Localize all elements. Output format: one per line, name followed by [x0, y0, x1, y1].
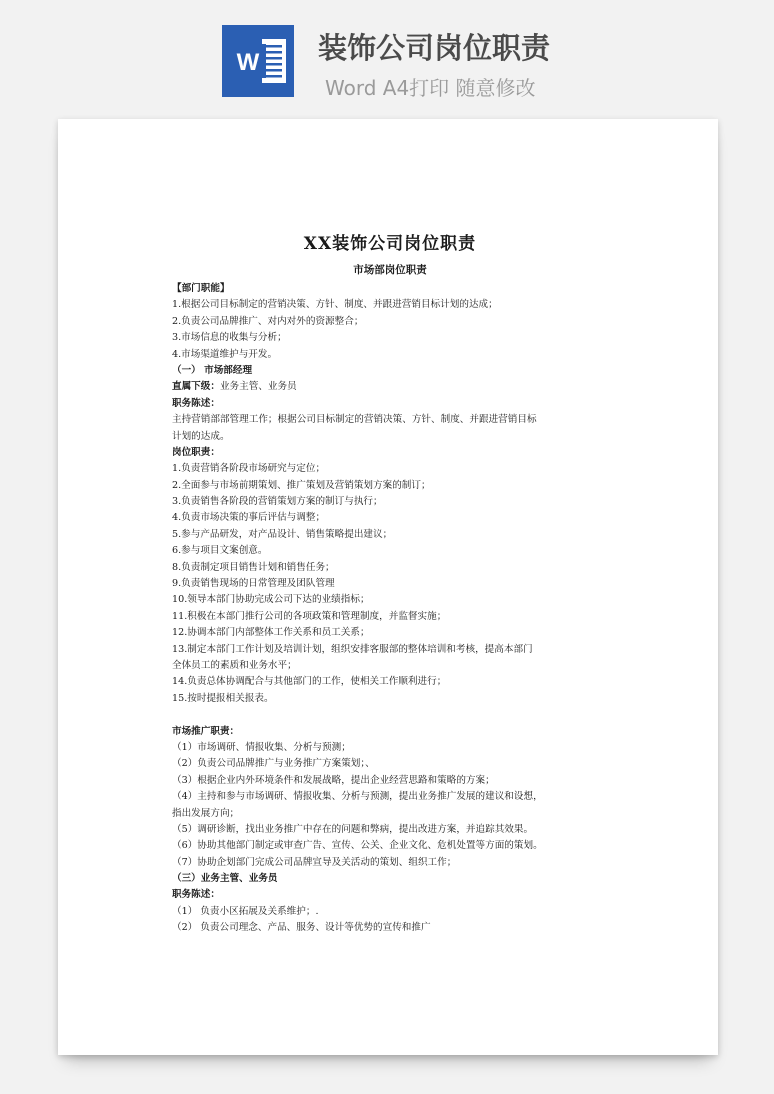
document-line: 5.参与产品研发，对产品设计、销售策略提出建议；: [172, 528, 393, 540]
document-line: 8.负责制定项目销售计划和销售任务；: [172, 561, 335, 573]
document-body: [172, 281, 608, 937]
document-line: （6）协助其他部门制定或审查广告、宣传、公关、企业文化、危机处置等方面的策划。: [172, 840, 543, 852]
document-line: 主持营销部部管理工作；根据公司目标制定的营销决策、方针、制度、并跟进营销目标: [172, 414, 537, 426]
document-line: 3.负责销售各阶段的营销策划方案的制订与执行；: [172, 496, 383, 508]
document-line: 指出发展方向；: [172, 807, 240, 819]
document-subtitle: 市场部岗位职责: [353, 264, 427, 276]
document-line: 职务陈述：: [172, 889, 220, 901]
document-line: 11.积极在本部门推行公司的各项政策和管理制度，并监督实施；: [172, 610, 447, 622]
banner: [0, 0, 774, 118]
document-line: （5）调研诊断，找出业务推广中存在的问题和弊病，提出改进方案，并追踪其效果。: [172, 823, 534, 835]
document-line: 1.负责营销各阶段市场研究与定位；: [172, 463, 326, 475]
document-title: XX装饰公司岗位职责: [303, 234, 477, 254]
document-line: （7）协助企划部门完成公司品牌宣导及关活动的策划、组织工作；: [172, 856, 457, 868]
document-line: 4.负责市场决策的事后评估与调整；: [172, 512, 326, 524]
line-text: 业务主管、业务员: [219, 381, 297, 393]
banner-subtitle: Word A4打印 随意修改: [325, 76, 536, 100]
document-line: 市场推广职责：: [172, 725, 240, 737]
document-line: （2） 负责公司理念、产品、服务、设计等优势的宣传和推广: [172, 922, 431, 934]
document-line: 13.制定本部门工作计划及培训计划，组织安排客服部的整体培训和考核，提高本部门: [172, 643, 533, 655]
document-line: 12.协调本部门内部整体工作关系和员工关系；: [172, 627, 370, 639]
document-line: （4）主持和参与市场调研、情报收集、分析与预测，提出业务推广发展的建议和设想，: [172, 791, 543, 803]
document-line: 3.市场信息的收集与分析；: [172, 332, 287, 344]
document-line: （2）负责公司品牌推广与业务推广方案策划；、: [172, 758, 375, 770]
document-line: 15.按时提报相关报表。: [172, 692, 274, 704]
document-line: [172, 379, 608, 395]
document-line: 1.根据公司目标制定的营销决策、方针、制度、并跟进营销目标计划的达成；: [172, 299, 498, 311]
document-line: 计划的达成。: [172, 430, 230, 442]
document-line: （3）根据企业内外环境条件和发展战略，提出企业经营思路和策略的方案；: [172, 774, 495, 786]
document-line: 全体员工的素质和业务水平；: [172, 659, 297, 671]
document-line: 2.全面参与市场前期策划、推广策划及营销策划方案的制订；: [172, 479, 431, 491]
line-label: 直属下级：: [172, 381, 220, 393]
document-line: （一） 市场部经理: [172, 364, 253, 376]
document-line: 4.市场渠道维护与开发。: [172, 348, 278, 360]
document-page: [58, 119, 718, 1055]
document-line: 职务陈述：: [172, 397, 220, 409]
word-icon: [222, 25, 294, 97]
document-line: 岗位职责：: [172, 446, 220, 458]
document-line: 6.参与项目文案创意。: [172, 545, 268, 557]
document-line: 14.负责总体协调配合与其他部门的工作，使相关工作顺利进行；: [172, 676, 447, 688]
document-line: [172, 707, 608, 723]
document-line: 【部门职能】: [172, 283, 230, 294]
document-line: 10.领导本部门协助完成公司下达的业绩指标；: [172, 594, 370, 606]
banner-title: 装饰公司岗位职责: [318, 31, 551, 65]
document-line: 9.负责销售现场的日常管理及团队管理: [172, 578, 335, 590]
document-line: 2.负责公司品牌推广、对内对外的资源整合；: [172, 315, 364, 327]
document-line: （三）业务主管、业务员: [172, 873, 278, 885]
document-line: （1）市场调研、情报收集、分析与预测；: [172, 741, 351, 753]
word-icon-letter: W: [236, 49, 260, 76]
document-line: （1） 负责小区拓展及关系维护；.: [172, 905, 319, 917]
